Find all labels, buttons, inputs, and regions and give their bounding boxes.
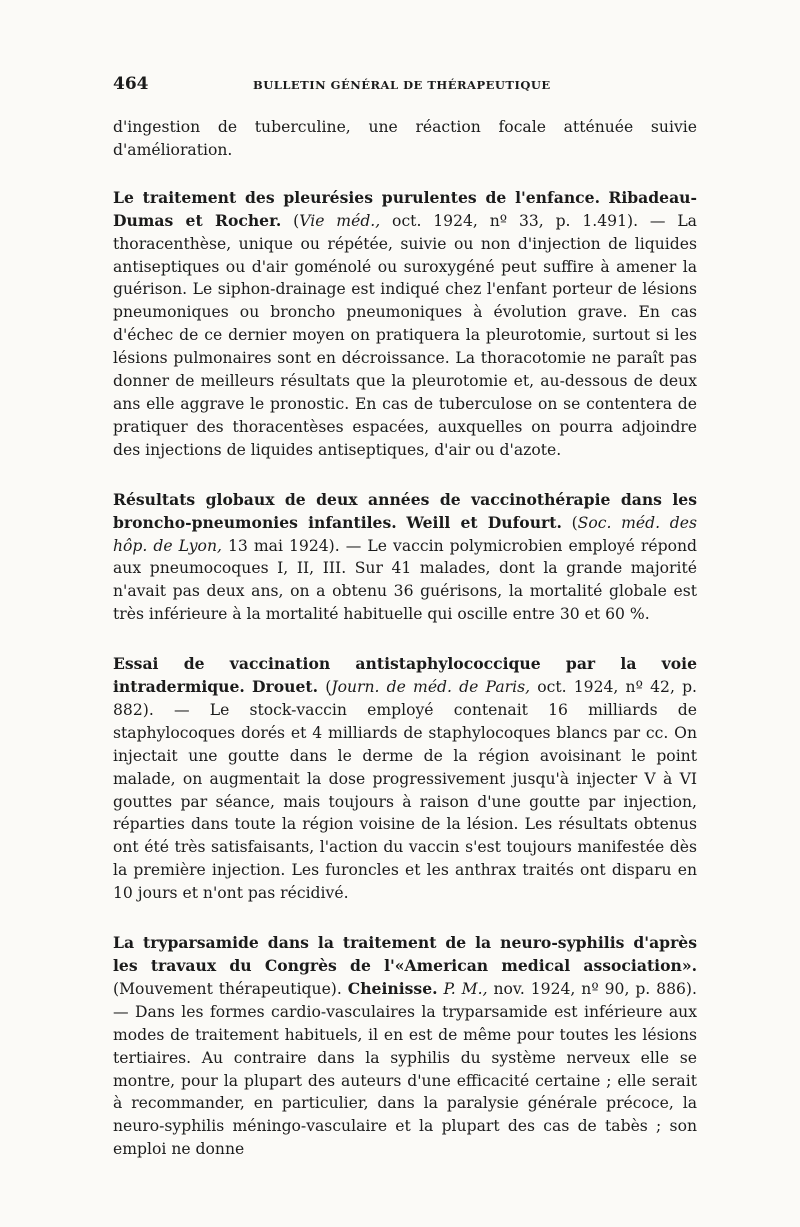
article-authors: Ribadeau-Dumas et Rocher. [113,187,697,230]
page-body [113,116,697,1188]
article-title: Essai de vaccination antistaphylococcique par la voie intradermique. [113,654,697,697]
article-body: — Le stock-vaccin employé contenait 16 milliards de staphylocoques dorés et 4 milliards de staphylocoques blancs par cc. On injectait une goutte dans le derme de la région avoisinant le point malade, on augmentait la dose progressivement jusqu'à injecter V à VI gouttes par séance, mais toujours à raison d'une goutte par injection, réparties dans toute la région voisine de la lésion. Les résultats obtenus ont été très satisfaisants, l'action du vaccin s'est toujours manifestée dès la première injection. Les furoncles et les anthrax traités ont disparu en 10 jours et n'ont pas récidivé. [113,700,697,903]
source-open: ( [325,678,332,697]
article-body: — La thoracenthèse, unique ou répétée, suivie ou non d'injection de liquides antiseptiques ou d'air goménolé ou suroxygéné peut suffire à amener la guérison. Le siphon-drainage est indiqué chez l'enfant porteur de lésions pneumoniques ou broncho pneumoniques à évolution grave. En cas d'échec de ce dernier moyen on pratiquera la pleurotomie, surtout si les lésions pulmonaires sont en décroissance. La thoracotomie ne paraît pas donner de meilleurs résultats que la pleurotomie et, au-dessous de deux ans elle aggrave le pronostic. En cas de tuberculose on se contentera de pratiquer des thoracentèses espacées, auxquelles on pourra adjoindre des injections de liquides antiseptiques, d'air ou d'azote. [113,211,697,459]
article-3 [113,653,697,905]
source-open: ( [293,211,300,230]
source-journal: Soc. méd. des hôp. de Lyon, [113,513,697,555]
page-number: 464 [113,74,149,94]
source-details: oct. 1924, nº 33, p. 1.491). [380,211,639,230]
article-body: — Dans les formes cardio-vasculaires la tryparsamide est inférieure aux modes de traitement habituels, il en est de même pour toutes les lésions tertiaires. Au contraire dans la syphilis du système nerveux elle se montre, pour la plupart des auteurs d'une efficacité certaine ; elle serait à recommander, en particulier, dans la paralysie générale précoce, la neuro-syphilis méningo-vasculaire et la plupart des cas de tabès ; son emploi ne donne [113,1002,697,1159]
article-title: La tryparsamide dans la traitement de la neuro-syphilis d'après les travaux du Congrès de l'«American medical association». [113,933,697,975]
article-authors: Drouet. [252,677,319,697]
article-4 [113,932,697,1161]
source-open: ( [571,513,578,532]
running-header [113,74,693,96]
article-authors: Weill et Dufourt. [406,512,562,532]
source-journal: P. M., [443,979,488,998]
source-details: oct. 1924, nº 42, p. 882). [113,678,698,719]
article-body: — Le vaccin polymicrobien employé répond aux pneumocoques I, II, III. Sur 41 malades, dont la grande majorité n'avait pas deux ans, on a obtenu 36 guérisons, la mortalité globale est très inférieure à la mortalité habituelle qui oscille entre 30 et 60 %. [113,536,697,624]
article-title: Le traitement des pleurésies purulentes de l'enfance. [113,187,601,207]
article-1 [113,187,697,462]
source-journal: Vie méd., [299,211,381,230]
running-title: BULLETIN GÉNÉRAL DE THÉRAPEUTIQUE [253,78,551,92]
source-open: (Mouvement thérapeutique). [113,979,348,998]
source-details: 13 mai 1924). [221,536,340,555]
source-journal: Journ. de méd. de Paris, [331,678,531,697]
article-title: Résultats globaux de deux années de vaccinothérapie dans les broncho-pneumonies infantiles. [113,489,697,532]
article-authors: Cheinisse. [347,978,438,998]
source-details: nov. 1924, nº 90, p. 886). [487,979,697,998]
article-2 [113,489,697,626]
continued-paragraph: d'ingestion de tuberculine, une réaction focale atténuée suivie d'amélioration. [113,118,697,159]
